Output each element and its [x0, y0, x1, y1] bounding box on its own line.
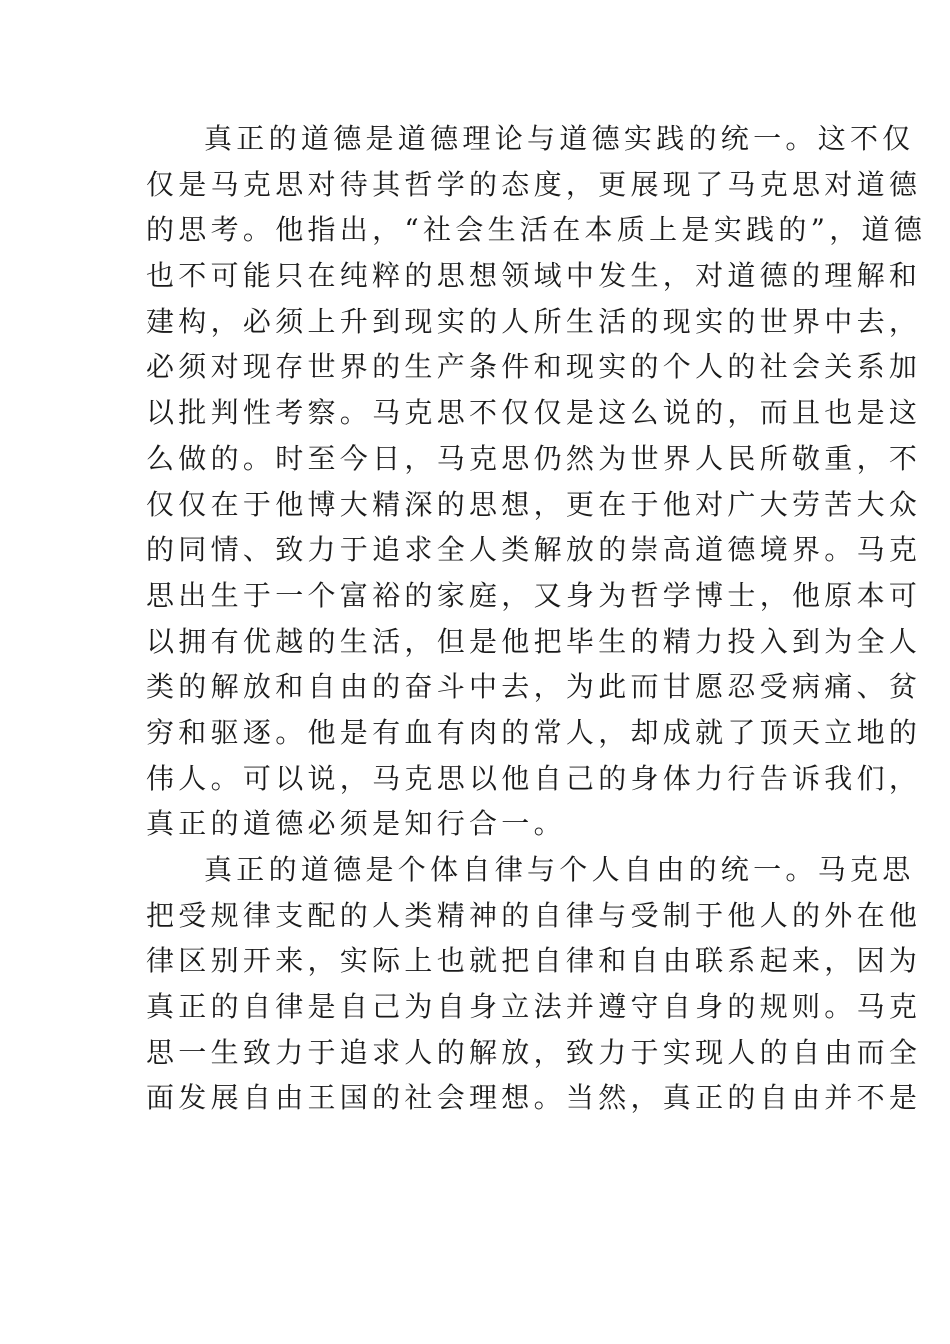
text-line: 真正的道德必须是知行合一。 — [146, 807, 566, 841]
text-line: 面发展自由王国的社会理想。当然，真正的自由并不是 — [146, 1081, 922, 1115]
text-line: 真正的道德是道德理论与道德实践的统一。这不仅 — [204, 122, 915, 155]
paragraph — [146, 847, 922, 1121]
text-line: 仅是马克思对待其哲学的态度，更展现了马克思对道德 — [146, 167, 922, 201]
text-line: 类的解放和自由的奋斗中去，为此而甘愿忍受病痛、贫 — [146, 670, 922, 704]
text-line: 把受规律支配的人类精神的自律与受制于他人的外在他 — [146, 898, 922, 932]
text-line: 真正的道德是个体自律与个人自由的统一。马克思 — [204, 853, 915, 886]
text-line: 必须对现存世界的生产条件和现实的个人的社会关系加 — [146, 350, 922, 384]
text-line: 以拥有优越的生活，但是他把毕生的精力投入到为全人 — [146, 624, 922, 658]
text-line: 以批判性考察。马克思不仅仅是这么说的，而且也是这 — [146, 396, 922, 430]
paragraph — [146, 116, 927, 847]
text-line: 真正的自律是自己为自身立法并遵守自身的规则。马克 — [146, 990, 922, 1024]
text-line: 伟人。可以说，马克思以他自己的身体力行告诉我们， — [146, 761, 922, 795]
text-line: 律区别开来，实际上也就把自律和自由联系起来，因为 — [146, 944, 922, 978]
text-line: 的同情、致力于追求全人类解放的崇高道德境界。马克 — [146, 533, 922, 567]
text-line: 穷和驱逐。他是有血有肉的常人，却成就了顶天立地的 — [146, 715, 922, 749]
text-line: 思出生于一个富裕的家庭，又身为哲学博士，他原本可 — [146, 578, 922, 612]
text-line: 建构，必须上升到现实的人所生活的现实的世界中去， — [146, 304, 922, 338]
text-line: 也不可能只在纯粹的思想领域中发生，对道德的理解和 — [146, 259, 922, 293]
body-text — [146, 116, 927, 1121]
text-line: 么做的。时至今日，马克思仍然为世界人民所敬重，不 — [146, 441, 922, 475]
text-line: 思一生致力于追求人的解放，致力于实现人的自由而全 — [146, 1035, 922, 1069]
text-line: 的思考。他指出，“社会生活在本质上是实践的”，道德 — [146, 213, 927, 247]
text-line: 仅仅在于他博大精深的思想，更在于他对广大劳苦大众 — [146, 487, 922, 521]
